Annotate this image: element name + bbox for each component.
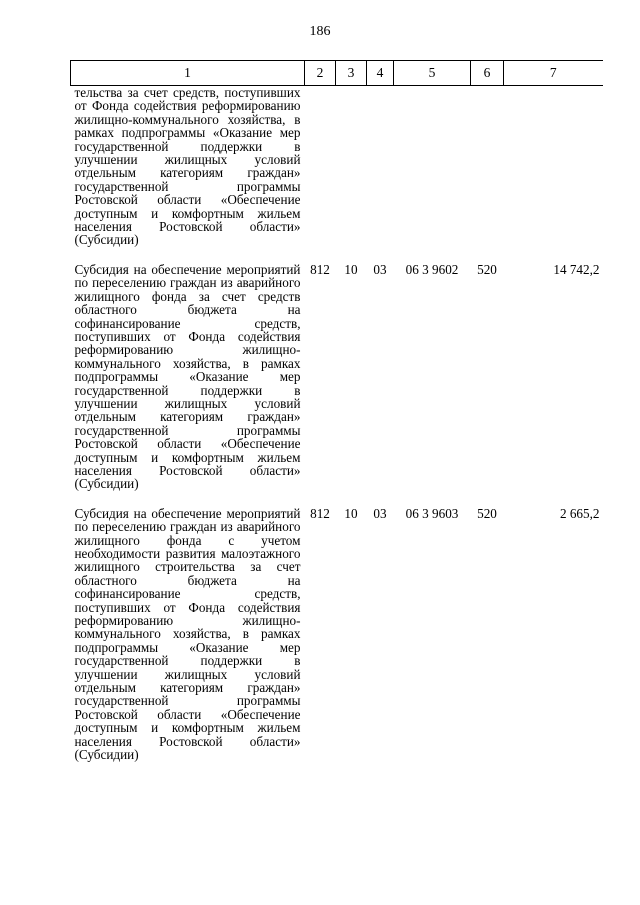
row-description: Субсидия на обеспечение мероприятий по переселению граждан из аварийного жилищного фонда с учетом необходимости развития малоэтажного жилищного строительства за счет областного бюджета на софинансирование средств, поступивших от Фонда содействия реформированию жилищно-коммунального хозяйства, в рамках подпрограммы «Оказание мер государственной поддержки в улучшении жилищных условий отдельным категориям граждан» государственной программы Ростовской области «Обеспечение доступным и комфортным жильем населения Ростовской области» (Субсидии) [74,505,301,763]
row-col5 [394,86,471,247]
header-cell-5: 5 [394,61,471,86]
table-row [71,507,603,762]
table-header [71,61,603,86]
row-col4: 03 [373,261,387,277]
header-cell-4: 4 [367,61,394,86]
row-col4: 03 [373,505,387,521]
row-col2: 812 [310,261,330,277]
budget-table [70,60,603,762]
row-amount: 2 665,2 [559,505,600,521]
row-col6 [471,86,504,247]
header-cell-7: 7 [504,61,603,86]
row-spacer [71,491,603,507]
table-row [71,263,603,491]
row-description: тельства за счет средств, поступивших от Фонда содействия реформированию жилищно-коммунального хозяйства, в рамках подпрограммы «Оказание мер государственной поддержки в улучшении жилищных условий отдельным категориям граждан» государственной программы Ростовской области «Обеспечение доступным и комфортным жильем населения Ростовской области» (Субсидии) [74,85,301,248]
row-col6: 520 [477,261,497,277]
row-col3: 10 [344,261,358,277]
row-col6: 520 [477,505,497,521]
table-row [71,86,603,247]
table-body [71,86,603,762]
page-number: 186 [309,24,331,39]
row-col2: 812 [310,505,330,521]
row-amount: 14 742,2 [553,261,600,277]
row-description: Субсидия на обеспечение мероприятий по переселению граждан из аварийного жилищного фонда за счет средств областного бюджета на софинансирование средств, поступивших от Фонда содействия реформированию жилищно-коммунального хозяйства, в рамках подпрограммы «Оказание мер государственной поддержки в улучшении жилищных условий отдельным категориям граждан» государственной программы Ростовской области «Обеспечение доступным и комфортным жильем населения Ростовской области» (Субсидии) [74,261,301,492]
row-col4 [367,86,394,247]
row-col2 [305,86,336,247]
header-cell-3: 3 [336,61,367,86]
row-col5: 06 3 9603 [405,505,459,521]
header-cell-1: 1 [71,61,305,86]
header-cell-2: 2 [305,61,336,86]
row-spacer [71,247,603,263]
row-col3: 10 [344,505,358,521]
row-amount [504,86,603,247]
header-cell-6: 6 [471,61,504,86]
row-col5: 06 3 9602 [405,261,459,277]
header-row [71,61,603,86]
row-col3 [336,86,367,247]
